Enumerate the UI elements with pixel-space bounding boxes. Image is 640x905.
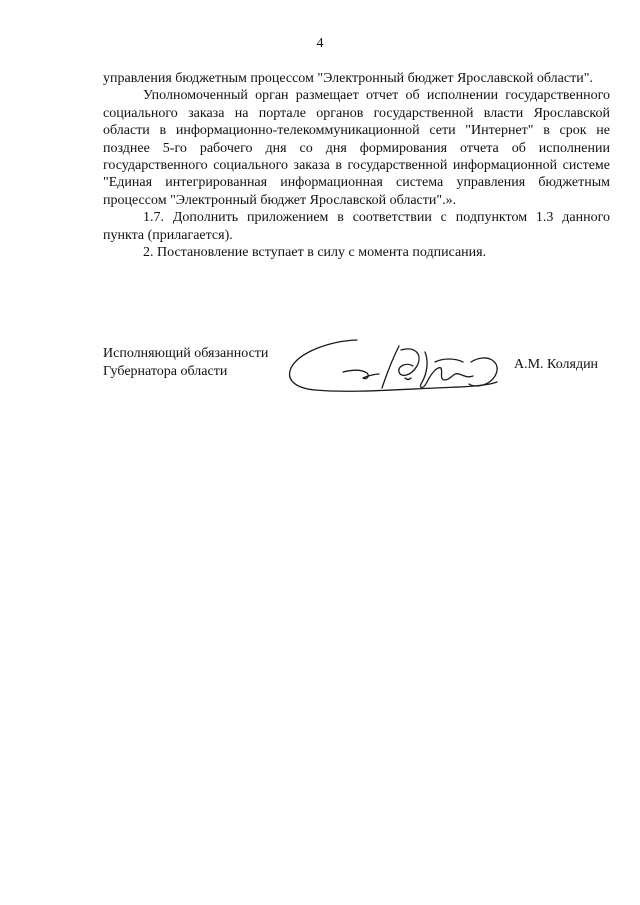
handwritten-signature [285, 332, 505, 400]
signer-name: А.М. Колядин [514, 357, 599, 372]
document-body [103, 70, 610, 261]
paragraph-report-placement: Уполномоченный орган размещает отчет об исполнении государственного социального заказа на портале органов государственной власти Ярославской области в информационно-телекоммуникационной сети "Интернет" в срок не позднее 5-го рабочего дня со дня формирования отчета об исполнении государственного социального заказа в государственной информационной системе "Единая интегрированная информационная система управления бюджетным процессом "Электронный бюджет Ярославской области".». [103, 88, 610, 208]
signer-title [103, 345, 268, 381]
signer-title-line-2: Губернатора области [103, 364, 228, 379]
paragraph-item-1-7: 1.7. Дополнить приложением в соответствии с подпунктом 1.3 данного пункта (прилагается). [103, 210, 610, 243]
page-number: 4 [316, 36, 324, 51]
signer-title-line-1: Исполняющий обязанности [103, 346, 269, 361]
paragraph-item-2: 2. Постановление вступает в силу с момента подписания. [143, 245, 487, 261]
paragraph-continuation: управления бюджетным процессом "Электронный бюджет Ярославской области". [103, 71, 593, 86]
